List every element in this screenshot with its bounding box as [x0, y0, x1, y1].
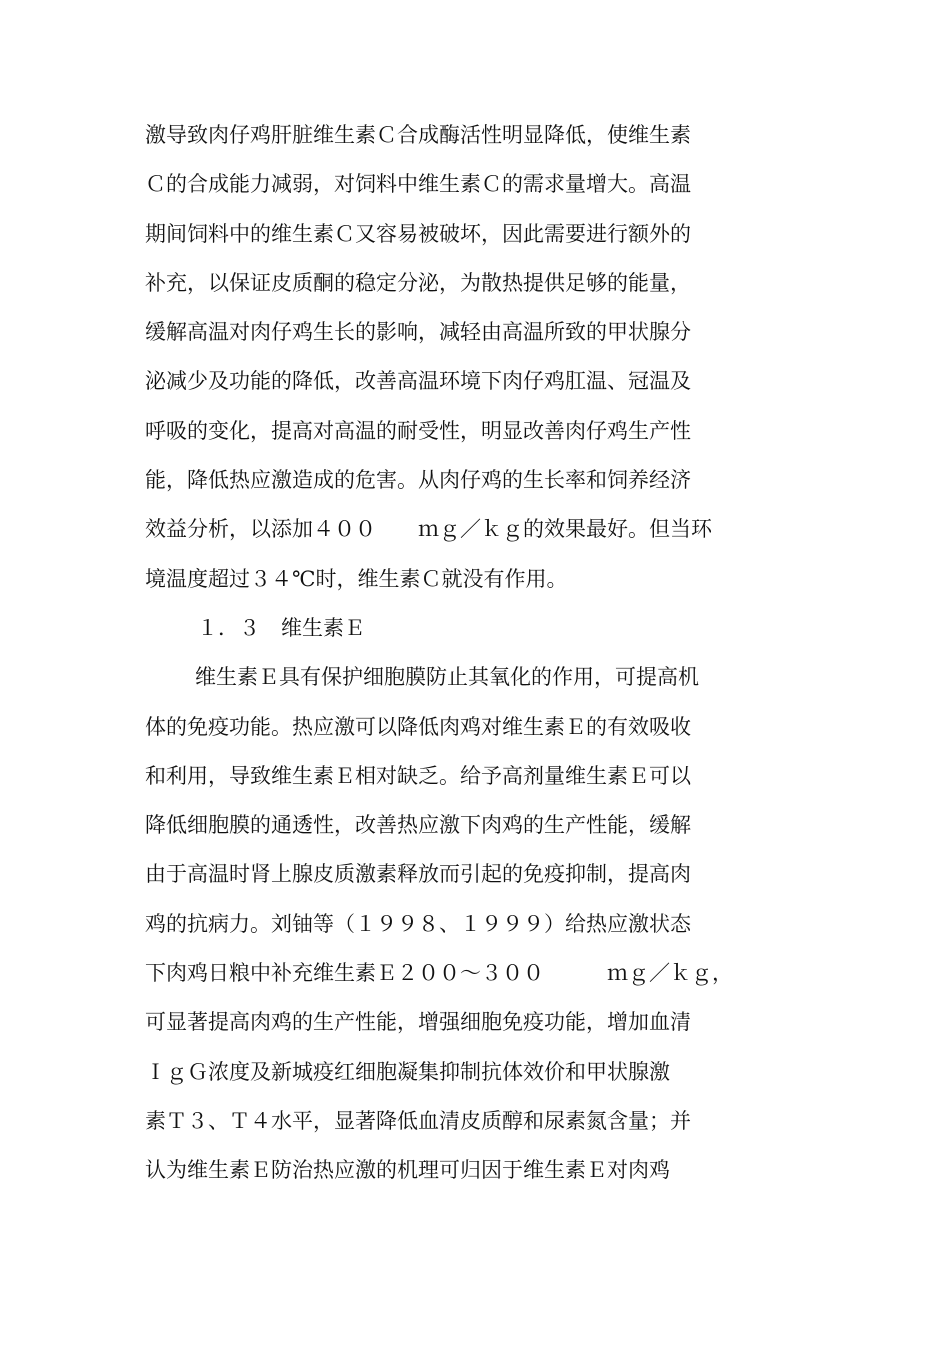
text-line: 呼吸的变化，提高对高温的耐受性，明显改善肉仔鸡生产性: [145, 418, 691, 443]
text-line: 境温度超过３４℃时，维生素Ｃ就没有作用。: [145, 566, 568, 591]
text-line: 补充，以保证皮质酮的稳定分泌，为散热提供足够的能量，: [145, 270, 691, 295]
text-line: 泌减少及功能的降低，改善高温环境下肉仔鸡肛温、冠温及: [145, 369, 691, 394]
text-line: 效益分析，以添加４００ ｍｇ／ｋｇ的效果最好。但当环: [145, 517, 712, 542]
text-line: Ｃ的合成能力减弱，对饲料中维生素Ｃ的需求量增大。高温: [145, 172, 691, 197]
paragraph-line: 可显著提高肉鸡的生产性能，增强细胞免疫功能，增加血清: [145, 1010, 691, 1035]
body-text: [145, 115, 825, 1200]
paragraph-line: 和利用，导致维生素Ｅ相对缺乏。给予高剂量维生素Ｅ可以: [145, 763, 691, 788]
text-line: 缓解高温对肉仔鸡生长的影响，减轻由高温所致的甲状腺分: [145, 320, 691, 345]
text-line: 激导致肉仔鸡肝脏维生素Ｃ合成酶活性明显降低，使维生素: [145, 123, 691, 147]
paragraph-line: 素Ｔ３、Ｔ４水平，显著降低血清皮质醇和尿素氮含量；并: [145, 1108, 691, 1133]
text-line: 能，降低热应激造成的危害。从肉仔鸡的生长率和饲养经济: [145, 468, 691, 493]
paragraph-line: ＩｇＧ浓度及新城疫红细胞凝集抑制抗体效价和甲状腺激: [145, 1059, 670, 1084]
paragraph-line: 鸡的抗病力。刘铀等（１９９８、１９９９）给热应激状态: [145, 911, 691, 936]
paragraph-line: 降低细胞膜的通透性，改善热应激下肉鸡的生产性能，缓解: [145, 813, 691, 838]
paragraph-line: 下肉鸡日粮中补充维生素Ｅ２００～３００ ｍｇ／ｋｇ，: [145, 961, 733, 986]
section-heading: １．３ 维生素Ｅ: [197, 615, 365, 640]
paragraph-line: 体的免疫功能。热应激可以降低肉鸡对维生素Ｅ的有效吸收: [145, 714, 691, 739]
text-line: 期间饲料中的维生素Ｃ又容易被破坏，因此需要进行额外的: [145, 221, 691, 246]
paragraph-line: 由于高温时肾上腺皮质激素释放而引起的免疫抑制，提高肉: [145, 862, 691, 887]
paragraph-line: 维生素Ｅ具有保护细胞膜防止其氧化的作用，可提高机: [195, 665, 699, 690]
paragraph-line: 认为维生素Ｅ防治热应激的机理可归因于维生素Ｅ对肉鸡: [145, 1158, 670, 1183]
